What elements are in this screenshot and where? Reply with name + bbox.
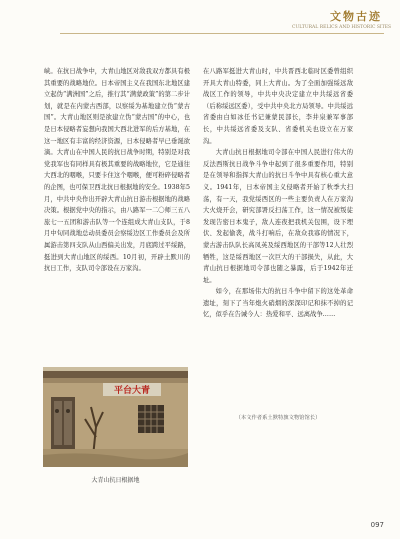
header-divider [60, 33, 384, 34]
right-column [203, 66, 353, 321]
historic-site-photo [43, 367, 188, 467]
section-title: 文物古迹 [330, 10, 382, 23]
photo-sign-text: 平台大青 [113, 386, 151, 396]
right-paragraph-1: 在八路军挺进大青山时，中共晋西北临时区委曾组织开具大青山特委，同上大青山。为了全面加强绥远敌战区工作的领导，中共中央决定建立中共绥远省委（后称绥远区委），受中共中央北方局领导。中共绥远省委由白如冰任书记兼蒙民部长，李井泉兼军事部长，中共绥远省委及支队、省委机关也设立在万家沟。 [203, 68, 353, 145]
left-paragraph-1: 峡。在抗日战争中，大青山地区对敌我双方都具有极其重要的战略地位。日本帝国主义在我国东北地区建立起伪“满洲国”之后，推行其“满蒙政策”的第二步计划，就是在内蒙古西部，以察绥为基地建立伪“蒙古国”。大青山地区则是欲建立伪“蒙古国”的中心，也是日本侵略者妄想向我国大西北进军的后方基地，在这一地区有丰富的经济资源，日本侵略者早已垂涎欲滴。大青山在中国人民的抗日战争时期，特别是对我党我军也有同样具有极其重要的战略地位，它是通往大西北的咽喉，只要卡住这个咽喉，便可粉碎侵略者的企图，也可保卫西北抗日根据地的安全。1938年5月，中共中央作出开辟大青山抗日游击根据地的战略决策。根据党中央的指示，由八路军一二〇师三五八旅七一五团和游击队等一个连组成大青山支队，于8月中旬同战地总动员委员会察绥边区工作委员会及所属游击第四支队从山西偏关出发，月底跨过平绥路，挺进到大青山地区的绥西。10月初，开辟土默川的抗日工作，支队司令部设在万家沟。 [44, 68, 190, 273]
left-column [44, 66, 190, 275]
section-header [292, 8, 392, 30]
page-number: 097 [370, 521, 384, 529]
author-credit: （本文作者系土默特旗文物馆馆长） [235, 415, 321, 421]
right-paragraph-2: 大青山抗日根据地司令部在中国人民进行伟大的反法西斯抗日战争斗争中起到了很多重要作用，特别是在领导和指挥大青山的抗日斗争中具有核心重大意义。1941年，日本帝国主义侵略者开始了秋季大扫荡，有一天，我党绥西区的一些主要负责人在万家沟大火烧开会，研究部署反扫荡工作，这一情况被叛徒发现告密日本鬼子，敌人连夜把我机关包围，设下埋伏、发起偷袭，战斗打响后，在敌众我寡的情况下，蒙古游击队队长高凤英及绥西地区的干部等12人壮烈牺牲，这是绥西地区一次巨大的干部损失，从此，大青山抗日根据地司令部也随之暴露，后于1942年迁址。 [203, 149, 353, 284]
right-paragraph-3: 如今，在那场伟大的抗日斗争中留下的这处革命遗址，刻下了当年炮火硝烟的深深印记和抹不掉的记忆，似乎在告诫今人：热爱和平、远离战争…… [203, 288, 353, 319]
photo-illustration [43, 367, 188, 467]
section-subtitle: CULTURAL RELICS AND HISTORIC SITES [292, 25, 392, 30]
photo-caption: 大青山抗日根据地 [91, 477, 140, 484]
